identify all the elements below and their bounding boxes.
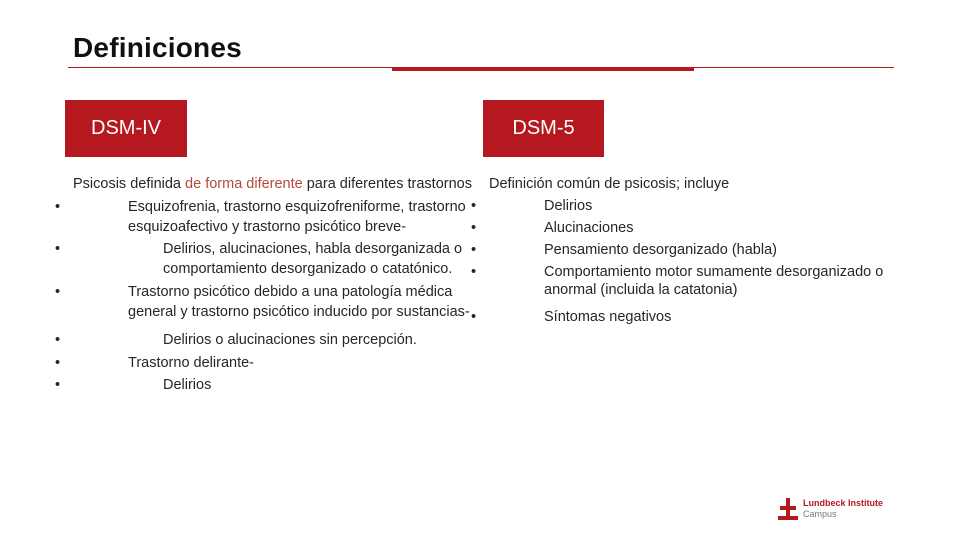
title-divider-accent: [392, 68, 694, 71]
slide-title: Definiciones: [73, 32, 242, 63]
dsm-iv-list: [73, 197, 473, 395]
list-item: • Delirios: [489, 195, 919, 217]
list-item: • Esquizofrenia, trastorno esquizofreniforme, trastorno esquizoafectivo y trastorno psicótico breve-: [73, 197, 473, 237]
intro-highlight: de forma diferente: [185, 176, 303, 192]
list-item: • Síntomas negativos: [489, 306, 919, 328]
intro-text: Psicosis definida: [73, 176, 186, 192]
dsm-5-intro: Definición común de psicosis; incluye: [489, 176, 730, 192]
lundbeck-logo-icon: [778, 498, 798, 520]
list-item: • Alucinaciones: [489, 217, 919, 239]
dsm-5-column: [489, 173, 919, 328]
sub-list-item: • Delirios, alucinaciones, habla desorganizada o comportamiento desorganizado o catatónico.: [73, 239, 473, 279]
logo-name: Lundbeck Institute: [803, 498, 884, 508]
logo-text: [803, 498, 883, 520]
sub-list-item: • Delirios: [73, 375, 473, 395]
dsm-5-header: DSM-5: [483, 100, 604, 157]
logo-subname: Campus: [803, 509, 837, 519]
intro-text-end: para diferentes trastornos: [302, 176, 472, 192]
dsm-5-list: [489, 195, 919, 328]
lundbeck-logo: [778, 498, 883, 520]
dsm-iv-intro: [73, 174, 473, 194]
list-item: • Trastorno psicótico debido a una patología médica general y trastorno psicótico inducido por sustancias-: [73, 282, 473, 322]
list-item: • Pensamiento desorganizado (habla): [489, 239, 919, 261]
dsm-iv-column: [73, 174, 473, 395]
list-item: • Comportamiento motor sumamente desorganizado o anormal (incluida la catatonia): [489, 263, 919, 299]
sub-list-item: • Delirios o alucinaciones sin percepción.: [73, 330, 473, 350]
list-item: • Trastorno delirante-: [73, 353, 473, 373]
dsm-iv-header: DSM-IV: [65, 100, 187, 157]
